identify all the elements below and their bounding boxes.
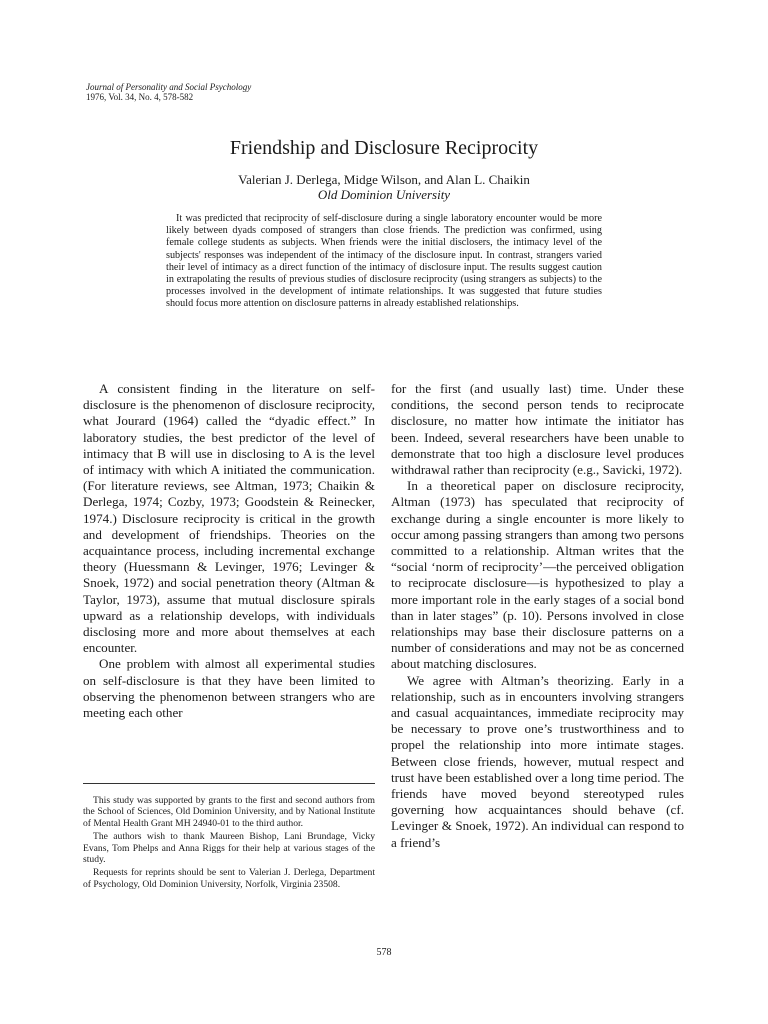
article-title: Friendship and Disclosure Reciprocity: [229, 137, 539, 159]
page-number: 578: [376, 947, 392, 958]
body-column-left: [83, 381, 375, 721]
footnotes: [83, 795, 375, 892]
footnote: This study was supported by grants to the first and second authors from the School of Sciences, Old Dominion University, and by National Institute of Mental Health Grant MH 24940-01 to the third author.: [83, 795, 375, 829]
volume-info: 1976, Vol. 34, No. 4, 578-582: [86, 92, 194, 102]
body-paragraph: One problem with almost all experimental studies on self-disclosure is that they have been limited to observing the phenomenon between strangers who are meeting each other: [83, 656, 375, 721]
body-paragraph: In a theoretical paper on disclosure reciprocity, Altman (1973) has speculated that reciprocity of exchange during a single encounter is more likely to occur among passing strangers than among two persons committed to a relationship. Altman writes that the “social ‘norm of reciprocity’—the perceived obligation to reciprocate disclosure—is hypothesized to play a more important role in the early stages of a social bond than in later stages” (p. 10). Persons involved in close relationships may base their disclosure patterns on a number of considerations and may not be as concerned about matching disclosures.: [391, 478, 684, 672]
footnote-divider: [83, 783, 375, 784]
body-paragraph: for the first (and usually last) time. Under these conditions, the second person tends to reciprocate disclosure, no matter how intimate the initiator has been. Indeed, several researchers have been unable to demonstrate that too high a disclosure level produces withdrawal rather than reciprocity (e.g., Savicki, 1972).: [391, 381, 684, 478]
affiliation: Old Dominion University: [317, 187, 451, 202]
body-column-right: [391, 381, 684, 851]
abstract: It was predicted that reciprocity of self-disclosure during a single laboratory encounter would be more likely between dyads composed of strangers than close friends. The prediction was confirmed, using female college students as subjects. When friends were the initial disclosers, the intimacy level of the subjects' responses was independent of the intimacy of the disclosure input. In contrast, strangers varied their level of intimacy as a direct function of the intimacy of disclosure input. The results suggest caution in extrapolating the results of previous studies of disclosure reciprocity (using strangers as subjects) to the processes involved in the development of intimate relationships. It was suggested that future studies should focus more attention on disclosure patterns in already established relationships.: [166, 213, 602, 310]
body-paragraph: We agree with Altman’s theorizing. Early in a relationship, such as in encounters involving strangers and casual acquaintances, immediate reciprocity may be necessary to prove one’s trustworthiness and to propel the relationship into more intimate stages. Between close friends, however, mutual respect and trust have been established over a long time period. The friends have moved beyond stereotyped rules governing how acquaintances should behave (cf. Levinger & Snoek, 1972). An individual can respond to a friend’s: [391, 672, 684, 850]
footnote: Requests for reprints should be sent to Valerian J. Derlega, Department of Psychology, Old Dominion University, Norfolk, Virginia 23508.: [83, 867, 375, 890]
journal-header: [86, 82, 251, 102]
footnote: The authors wish to thank Maureen Bishop, Lani Brundage, Vicky Evans, Tom Phelps and Anna Riggs for their help at various stages of the study.: [83, 831, 375, 866]
body-paragraph: A consistent finding in the literature on self-disclosure is the phenomenon of disclosure reciprocity, what Jourard (1964) called the “dyadic effect.” In laboratory studies, the best predictor of the level of intimacy that B will use in disclosing to A is the level of intimacy with which A initiated the communication. (For literature reviews, see Altman, 1973; Chaikin & Derlega, 1974; Cozby, 1973; Goodstein & Reinecker, 1974.) Disclosure reciprocity is critical in the growth and development of friendships. Theories on the acquaintance process, including incremental exchange theory (Huessmann & Levinger, 1976; Levinger & Snoek, 1972) and social penetration theory (Altman & Taylor, 1973), assume that mutual disclosure spirals upward as a relationship develops, with individuals disclosing more and more about themselves at each encounter.: [83, 381, 375, 656]
journal-name: Journal of Personality and Social Psychology: [86, 82, 252, 92]
author-list: Valerian J. Derlega, Midge Wilson, and Alan L. Chaikin: [238, 172, 530, 187]
